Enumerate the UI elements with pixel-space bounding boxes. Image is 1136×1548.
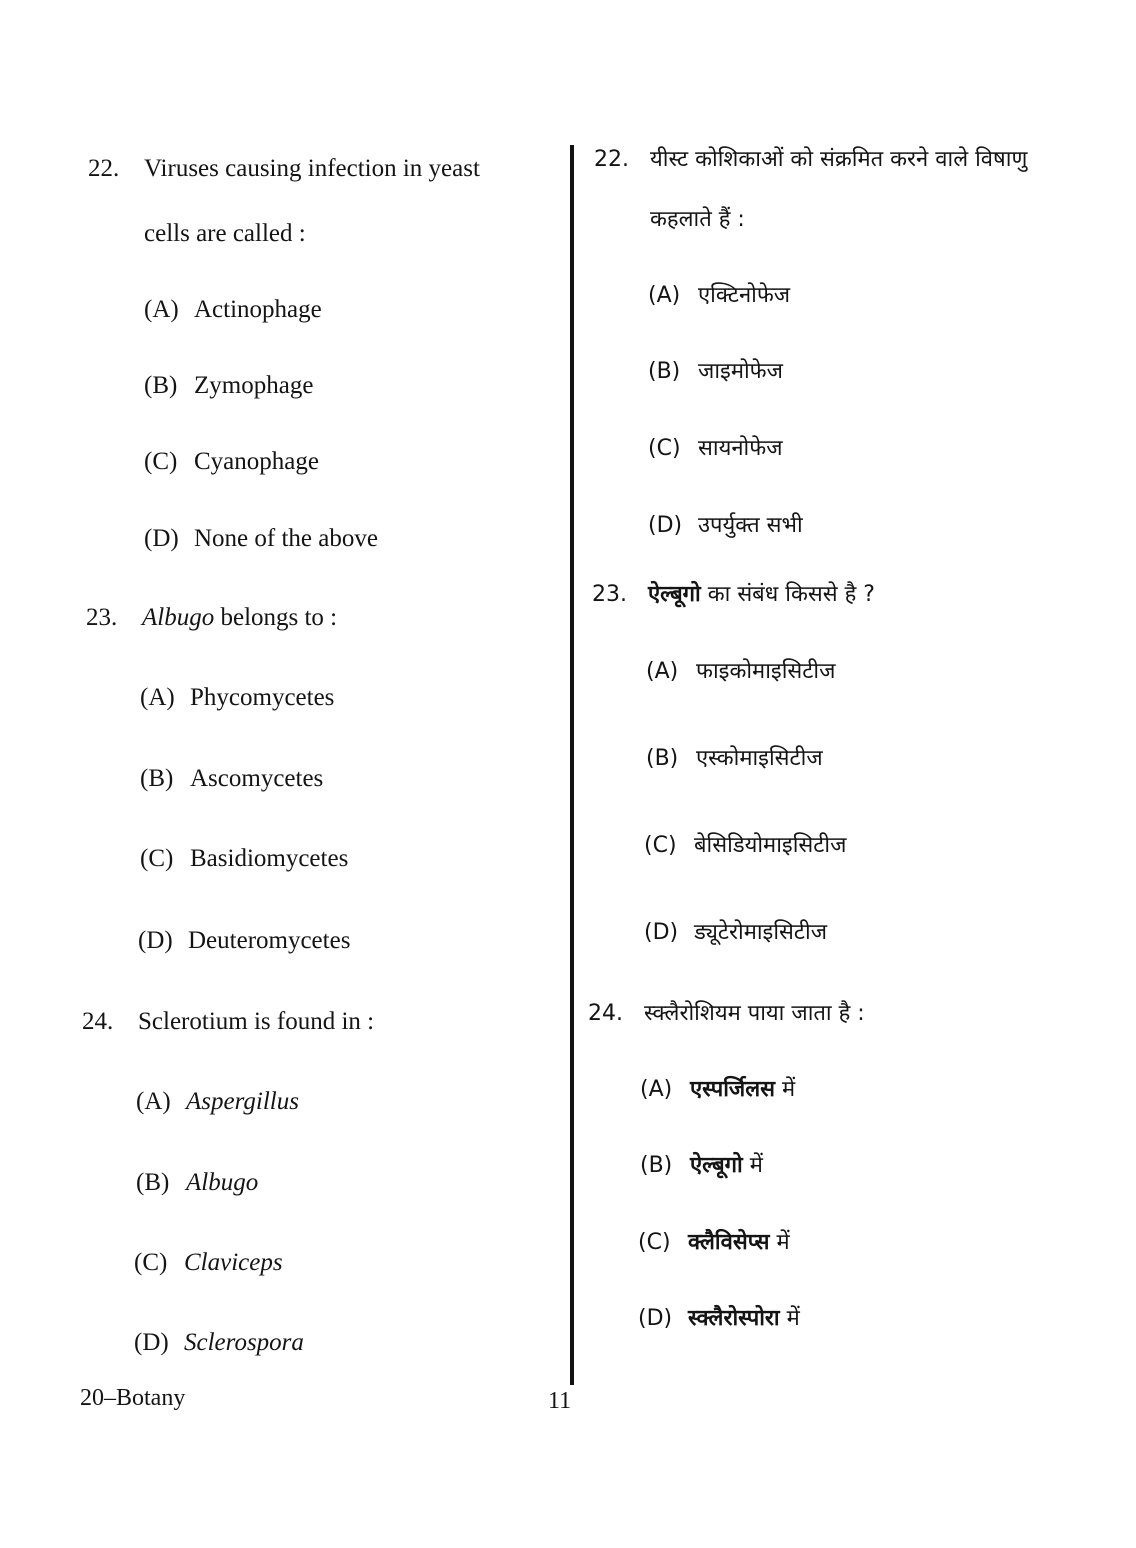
option-text: Phycomycetes [190, 684, 335, 711]
option-text: Aspergillus [186, 1088, 299, 1115]
option-text: सायनोफेज [698, 436, 783, 461]
question-text: belongs to : [214, 604, 338, 631]
option-text: ड्यूटेरोमाइसिटीज [694, 920, 828, 945]
option-text: स्क्लैरोस्पोरा [688, 1306, 780, 1331]
option-text: Basidiomycetes [190, 845, 349, 872]
page-number: 11 [548, 1388, 572, 1414]
option-suffix: में [775, 1077, 796, 1102]
option-letter: (D) [144, 525, 179, 552]
option-d [644, 918, 827, 948]
option-text: जाइमोफेज [698, 359, 783, 384]
option-c [140, 844, 348, 874]
option-letter: (C) [134, 1249, 168, 1276]
question-23-stem [86, 603, 337, 633]
option-letter: (B) [140, 765, 174, 792]
question-text: Viruses causing infection in yeast [144, 155, 480, 182]
question-22-stem-continued: cells are called : [144, 220, 306, 247]
option-text: None of the above [194, 525, 378, 552]
option-letter: (C) [638, 1230, 671, 1255]
option-a [646, 657, 835, 687]
question-22-stem [88, 154, 480, 184]
option-text: Deuteromycetes [188, 927, 351, 954]
option-a [136, 1087, 299, 1117]
option-b [136, 1168, 258, 1198]
column-divider [570, 145, 574, 1385]
option-text: क्लैविसेप्स [688, 1230, 770, 1255]
question-23-stem [592, 580, 875, 610]
option-text: Sclerospora [184, 1329, 304, 1356]
genus-name: Albugo [142, 604, 215, 631]
option-a [648, 281, 790, 311]
option-text: Zymophage [194, 372, 314, 399]
option-b [648, 357, 783, 387]
option-b [140, 764, 323, 794]
option-suffix: में [742, 1153, 763, 1178]
option-letter: (A) [136, 1088, 171, 1115]
option-b [144, 371, 313, 401]
option-c [644, 831, 846, 861]
option-letter: (C) [644, 833, 677, 858]
option-d [134, 1328, 304, 1358]
option-letter: (C) [140, 845, 174, 872]
option-d [638, 1304, 800, 1334]
option-a [144, 295, 322, 325]
option-letter: (A) [646, 659, 679, 684]
option-text: फाइकोमाइसिटीज [696, 659, 836, 684]
question-number: 24. [82, 1008, 114, 1035]
option-letter: (A) [648, 283, 681, 308]
option-letter: (C) [144, 448, 178, 475]
question-number: 22. [594, 147, 629, 172]
option-text: Ascomycetes [190, 765, 324, 792]
genus-name: ऐल्बूगो [648, 582, 701, 607]
question-number: 23. [86, 604, 118, 631]
option-c [648, 434, 783, 464]
option-text: Cyanophage [194, 448, 319, 475]
option-letter: (D) [648, 513, 683, 538]
option-c [134, 1248, 283, 1278]
option-letter: (D) [638, 1306, 673, 1331]
option-letter: (A) [640, 1077, 673, 1102]
option-letter: (C) [648, 436, 681, 461]
option-b [646, 744, 823, 774]
question-number: 22. [88, 155, 120, 182]
option-c [638, 1228, 790, 1258]
question-24-stem [82, 1007, 374, 1037]
question-24-stem [588, 999, 865, 1029]
option-c [144, 447, 319, 477]
question-22-stem-continued: कहलाते हैं : [650, 207, 745, 232]
option-d [144, 524, 378, 554]
option-letter: (D) [138, 927, 173, 954]
option-letter: (B) [640, 1153, 673, 1178]
option-text: Claviceps [184, 1249, 283, 1276]
option-b [640, 1151, 763, 1181]
option-d [138, 926, 350, 956]
option-letter: (B) [646, 746, 679, 771]
question-number: 23. [592, 582, 627, 607]
option-text: एक्टिनोफेज [698, 283, 791, 308]
option-text: ऐल्बूगो [690, 1153, 743, 1178]
option-letter: (D) [134, 1329, 169, 1356]
paper-code: 20–Botany [80, 1385, 186, 1411]
question-text: का संबंध किससे है ? [700, 582, 875, 607]
question-number: 24. [588, 1001, 623, 1026]
question-text: यीस्ट कोशिकाओं को संक्रमित करने वाले विषाणु [650, 147, 1028, 172]
option-a [140, 683, 334, 713]
option-text: एस्पर्जिलस [690, 1077, 776, 1102]
option-letter: (B) [648, 359, 681, 384]
option-text: एस्कोमाइसिटीज [696, 746, 823, 771]
option-text: बेसिडियोमाइसिटीज [694, 833, 847, 858]
option-a [640, 1075, 795, 1105]
question-text: Sclerotium is found in : [138, 1008, 375, 1035]
option-suffix: में [769, 1230, 790, 1255]
option-letter: (A) [144, 296, 179, 323]
option-letter: (A) [140, 684, 175, 711]
option-text: उपर्युक्त सभी [698, 513, 803, 538]
question-text: स्क्लैरोशियम पाया जाता है : [644, 1001, 865, 1026]
option-letter: (B) [136, 1169, 170, 1196]
question-22-stem [594, 145, 1027, 175]
option-suffix: में [779, 1306, 800, 1331]
option-d [648, 511, 803, 541]
option-text: Albugo [186, 1169, 259, 1196]
option-text: Actinophage [194, 296, 322, 323]
option-letter: (D) [644, 920, 679, 945]
option-letter: (B) [144, 372, 178, 399]
